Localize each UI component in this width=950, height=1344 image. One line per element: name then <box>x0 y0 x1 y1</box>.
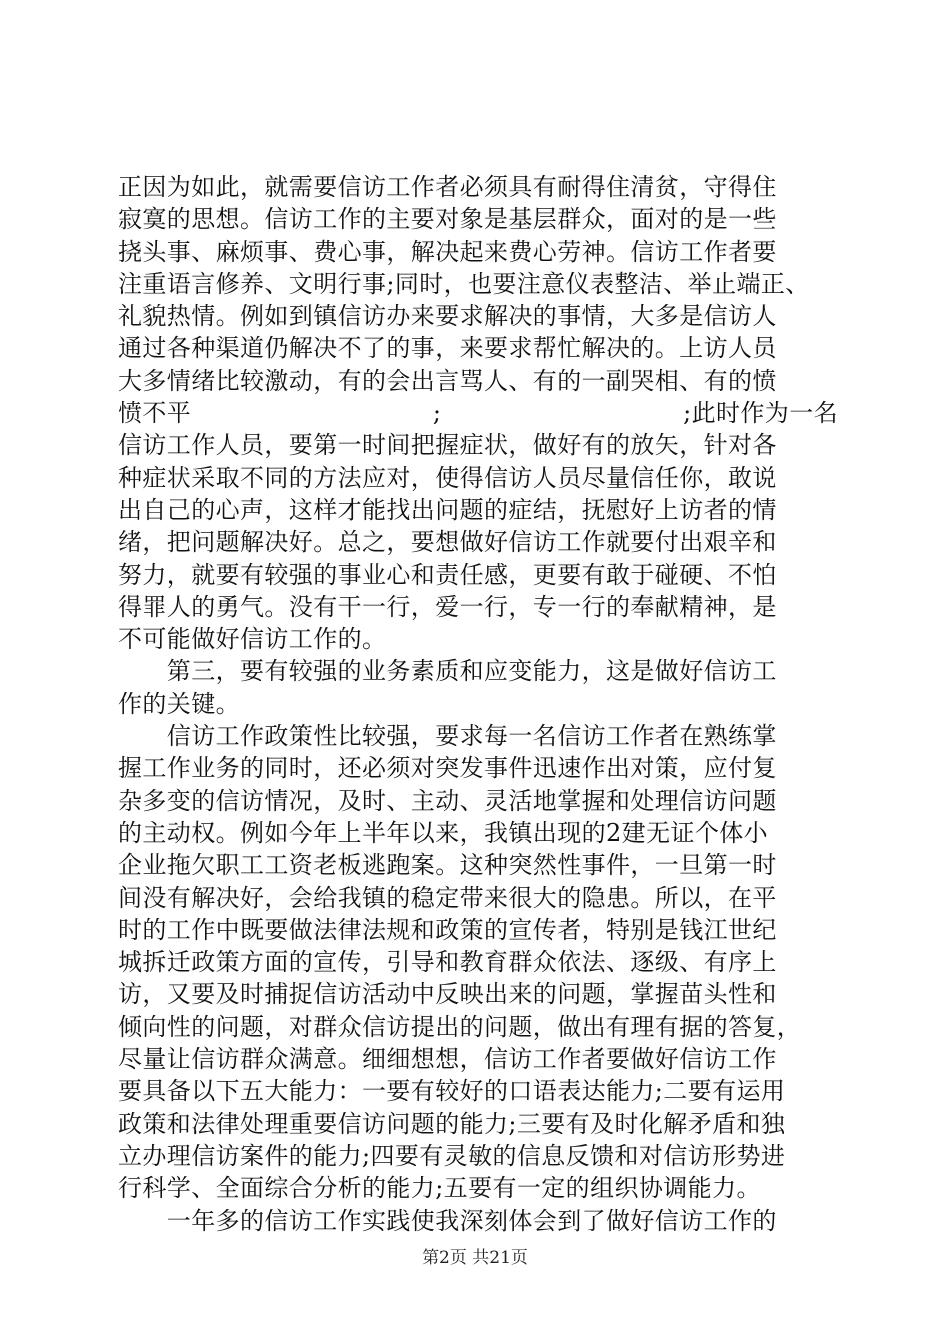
text-line: 政策和法律处理重要信访问题的能力;三要有及时化解矛盾和独 <box>118 1109 786 1138</box>
text-fragment: ; <box>432 399 442 428</box>
text-line: 得罪人的勇气。没有干一行，爱一行，专一行的奉献精神，是 <box>118 592 777 621</box>
text-line: 要具备以下五大能力：一要有较好的口语表达能力;二要有运用 <box>118 1077 786 1106</box>
text-line: 礼貌热情。例如到镇信访办来要求解决的事情，大多是信访人 <box>118 302 777 331</box>
text-line: 倾向性的问题，对群众信访提出的问题，做出有理有据的答复， <box>118 1012 802 1041</box>
body-text <box>118 171 838 1237</box>
text-line: 时的工作中既要做法律法规和政策的宣传者，特别是钱江世纪 <box>118 915 777 944</box>
page-number: 第2页 共21页 <box>422 1248 528 1268</box>
text-line: 信访工作政策性比较强，要求每一名信访工作者在熟练掌 <box>118 722 777 751</box>
text-line: 企业拖欠职工工资老板逃跑案。这种突然性事件，一旦第一时 <box>118 851 777 880</box>
text-line: 访，又要及时捕捉信访活动中反映出来的问题，掌握苗头性和 <box>118 980 777 1009</box>
text-line: 通过各种渠道仍解决不了的事，来要求帮忙解决的。上访人员 <box>118 334 777 363</box>
text-line: 种症状采取不同的方法应对，使得信访人员尽量信任你，敢说 <box>118 463 777 492</box>
text-line: 城拆迁政策方面的宣传，引导和教育群众依法、逐级、有序上 <box>118 948 777 977</box>
text-line: 间没有解决好，会给我镇的稳定带来很大的隐患。所以，在平 <box>118 883 777 912</box>
text-line: 杂多变的信访情况，及时、主动、灵活地掌握和处理信访问题 <box>118 786 777 815</box>
text-line: 握工作业务的同时，还必须对突发事件迅速作出对策，应付复 <box>118 754 777 783</box>
text-line: 注重语言修养、文明行事;同时，也要注意仪表整洁、举止端正、 <box>118 269 810 298</box>
text-line: 尽量让信访群众满意。细细想想，信访工作者要做好信访工作 <box>118 1045 777 1074</box>
text-line: 出自己的心声，这样才能找出问题的症结，抚慰好上访者的情 <box>118 495 777 524</box>
text-fragment: ;此时作为一名 <box>683 399 838 428</box>
text-line: 大多情绪比较激动，有的会出言骂人、有的一副哭相、有的愤 <box>118 366 777 395</box>
text-line: 努力，就要有较强的事业心和责任感，更要有敢于碰硬、不怕 <box>118 560 777 589</box>
text-line: 挠头事、麻烦事、费心事，解决起来费心劳神。信访工作者要 <box>118 237 777 266</box>
text-line: 寂寞的思想。信访工作的主要对象是基层群众，面对的是一些 <box>118 205 777 234</box>
text-fragment: 愤不平 <box>118 399 192 428</box>
text-line: 立办理信访案件的能力;四要有灵敏的信息反馈和对信访形势进 <box>118 1141 786 1170</box>
text-line: 信访工作人员，要第一时间把握症状，做好有的放矢，针对各 <box>118 431 777 460</box>
text-line: 的主动权。例如今年上半年以来，我镇出现的2建无证个体小 <box>118 818 769 847</box>
text-line: 一年多的信访工作实践使我深刻体会到了做好信访工作的 <box>118 1206 777 1235</box>
text-line-justified <box>118 397 838 429</box>
text-line: 绪，把问题解决好。总之，要想做好信访工作就要付出艰辛和 <box>118 528 777 557</box>
text-line: 不可能做好信访工作的。 <box>118 625 387 654</box>
text-line: 正因为如此，就需要信访工作者必须具有耐得住清贫，守得住 <box>118 173 777 201</box>
text-line: 行科学、全面综合分析的能力;五要有一定的组织协调能力。 <box>118 1174 761 1203</box>
page-footer <box>0 1243 950 1268</box>
text-line: 作的关键。 <box>118 689 240 718</box>
text-line: 第三，要有较强的业务素质和应变能力，这是做好信访工 <box>118 657 777 686</box>
